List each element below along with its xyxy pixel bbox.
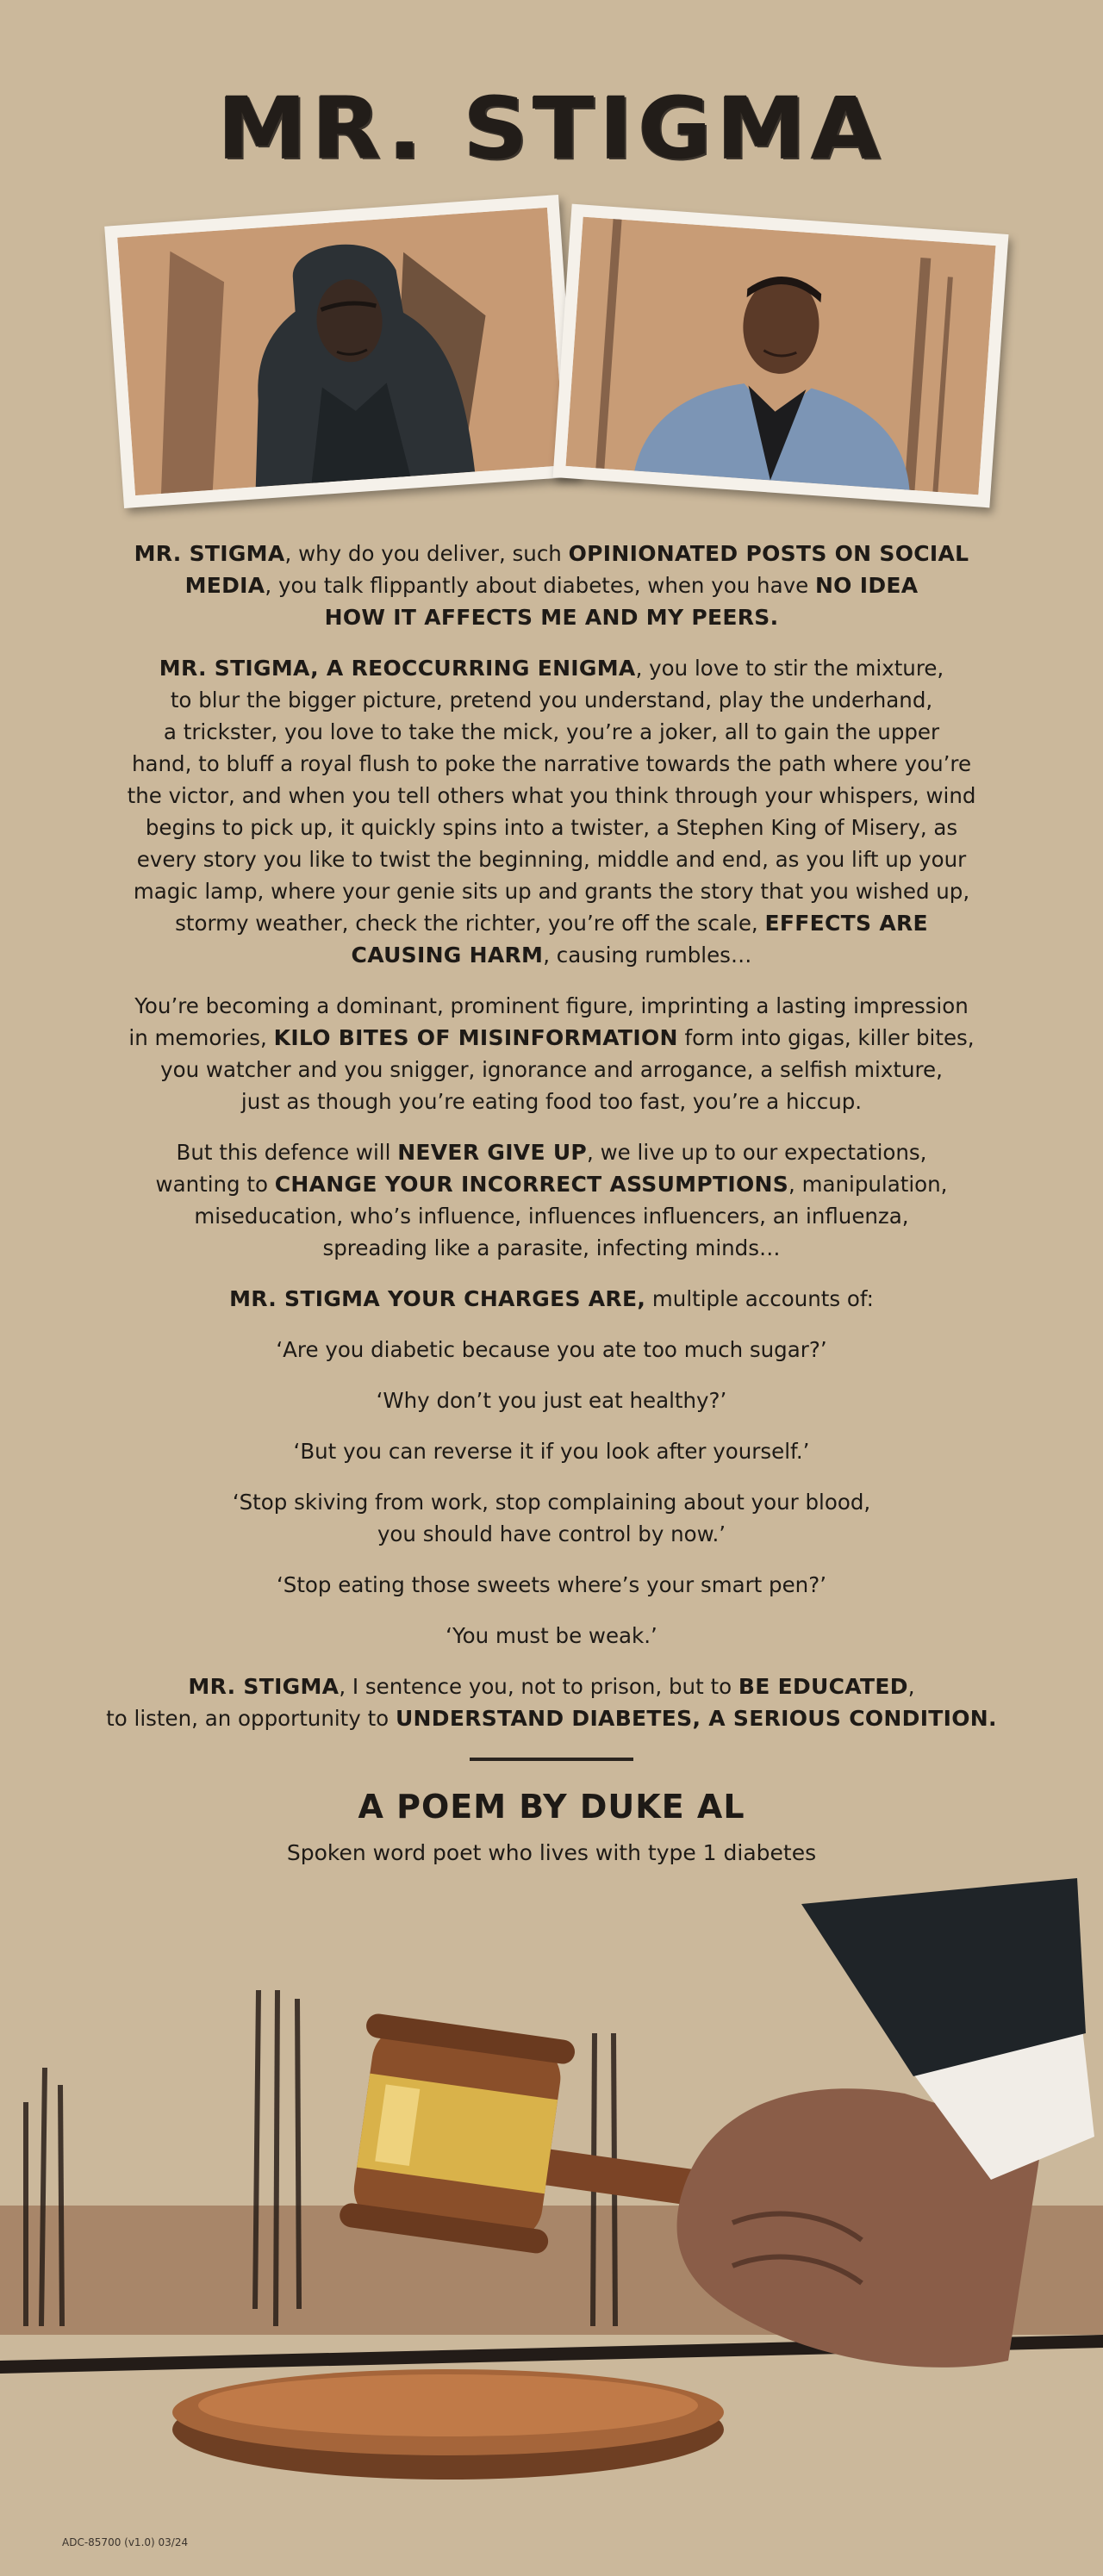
poem-text: You’re becoming a dominant, prominent figure, imprinting a lasting impression [134,993,969,1018]
poem-text: a trickster, you love to take the mick, you’re a joker, all to gain the upper [163,719,940,744]
poster-title: MR. STIGMA [217,78,886,178]
poem-text: spreading like a parasite, infecting minds… [322,1235,781,1260]
poem-text: ‘Stop skiving from work, stop complaining about your blood, [232,1490,871,1515]
poem-text: form into gigas, killer bites, [677,1025,975,1050]
poem-text: , I sentence you, not to prison, but to [339,1674,738,1699]
emphasis-text: MEDIA [184,573,265,598]
poem-text: you should have control by now.’ [377,1521,726,1546]
poem-text: , manipulation, [788,1172,948,1197]
poem-text: you watcher and you snigger, ignorance and arrogance, a selfish mixture, [160,1057,943,1082]
emphasis-text: MR. STIGMA [134,541,285,566]
poem-stanza [95,1384,1008,1416]
poem-stanza [95,1569,1008,1601]
author-description: Spoken word poet who lives with type 1 diabetes [286,1840,817,1865]
emphasis-text: UNDERSTAND DIABETES, A SERIOUS CONDITION. [395,1706,997,1731]
poem-stanza [95,1620,1008,1652]
poem-text: begins to pick up, it quickly spins into a twister, a Stephen King of Misery, as [145,815,958,840]
poem-text: stormy weather, check the richter, you’re off the scale, [175,911,765,936]
poem-stanza [95,1136,1008,1264]
emphasis-text: EFFECTS ARE [764,911,928,936]
emphasis-text: MR. STIGMA [188,1674,340,1699]
poem-text: ‘But you can reverse it if you look after yourself.’ [293,1439,810,1464]
poem-stanza [95,1486,1008,1550]
poem-text: , why do you deliver, such [284,541,569,566]
gavel-illustration [0,1878,1103,2516]
poem-stanza [95,1283,1008,1315]
poem-byline: A POEM BY DUKE AL [358,1788,745,1826]
poem-text: ‘Why don’t you just eat healthy?’ [376,1388,727,1413]
emphasis-text: MR. STIGMA YOUR CHARGES ARE, [229,1286,646,1311]
poem-text: miseducation, who’s influence, influences influencers, an influenza, [194,1204,909,1229]
man-in-blazer-illustration [553,204,1009,508]
emphasis-text: CHANGE YOUR INCORRECT ASSUMPTIONS [274,1172,789,1197]
poem-text: , you love to stir the mixture, [635,656,944,681]
poem-stanza [95,538,1008,633]
poem-text: , [907,1674,915,1699]
poem-text: the victor, and when you tell others what you think through your whispers, wind [127,783,976,808]
poem-text: to blur the bigger picture, pretend you understand, play the underhand, [170,688,933,712]
divider [470,1758,633,1761]
emphasis-text: MR. STIGMA, A REOCCURRING ENIGMA [159,656,636,681]
emphasis-text: OPINIONATED POSTS ON SOCIAL [568,541,969,566]
poem-stanza [95,1334,1008,1366]
hooded-figure-illustration [104,195,578,508]
emphasis-text: BE EDUCATED [738,1674,908,1699]
poem-stanza [95,1435,1008,1467]
emphasis-text: NEVER GIVE UP [397,1140,588,1165]
poem-text: to listen, an opportunity to [106,1706,396,1731]
emphasis-text: CAUSING HARM [351,943,544,968]
poem-stanza [95,1671,1008,1734]
poem-text: , you talk flippantly about diabetes, when you have [265,573,815,598]
poem-text: , causing rumbles… [543,943,752,968]
poem-text: , we live up to our expectations, [587,1140,927,1165]
poem-text: multiple accounts of: [645,1286,874,1311]
poem-text: But this defence will [176,1140,398,1165]
emphasis-text: NO IDEA [814,573,919,598]
poem-text: ‘Are you diabetic because you ate too much sugar?’ [276,1337,827,1362]
emphasis-text: KILO BITES OF MISINFORMATION [273,1025,678,1050]
poem-stanza [95,652,1008,971]
poem-text: every story you like to twist the beginning, middle and end, as you lift up your [136,847,967,872]
poem-text: wanting to [155,1172,275,1197]
poem-stanza [95,990,1008,1117]
poem-text: just as though you’re eating food too fast, you’re a hiccup. [240,1089,863,1114]
poem-text: ‘Stop eating those sweets where’s your smart pen?’ [276,1572,827,1597]
document-code: ADC-85700 (v1.0) 03/24 [62,2536,189,2548]
poem-text: ‘You must be weak.’ [446,1623,657,1648]
poem-text: in memories, [128,1025,274,1050]
emphasis-text: HOW IT AFFECTS ME AND MY PEERS. [324,605,779,630]
poem-text: hand, to bluff a royal flush to poke the narrative towards the path where you’re [131,751,972,776]
poem-body [95,538,1008,1753]
poem-text: magic lamp, where your genie sits up and grants the story that you wished up, [133,879,970,904]
